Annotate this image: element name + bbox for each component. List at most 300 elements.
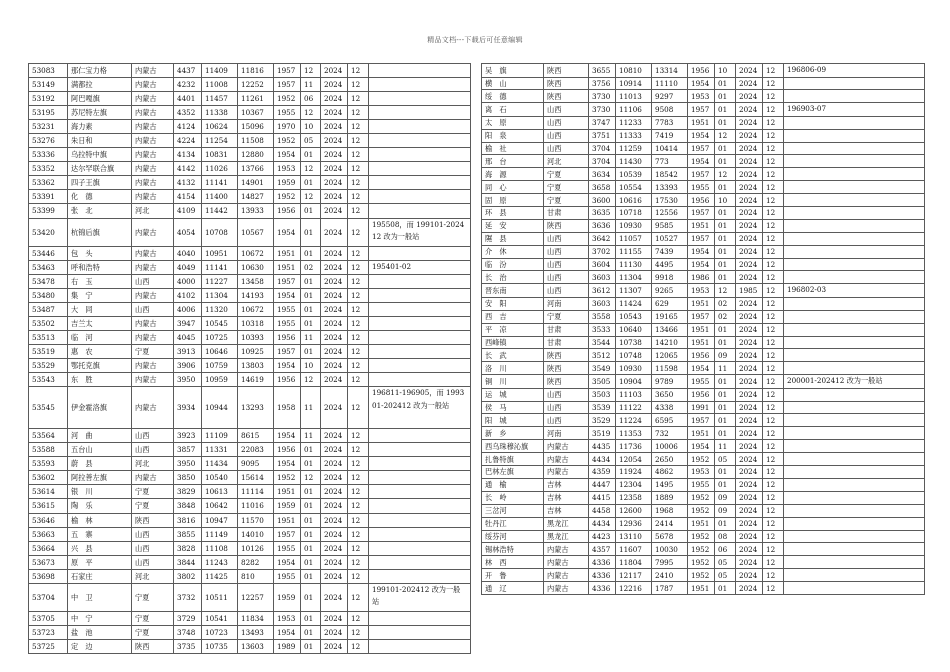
- cell-start-year: 1957: [688, 310, 715, 323]
- cell-start-year: 1954: [688, 440, 715, 453]
- cell-longitude: 10944: [202, 387, 238, 429]
- table-row: [482, 181, 925, 194]
- cell-end-month: 12: [763, 466, 784, 479]
- cell-end-year: 2024: [736, 582, 763, 595]
- cell-province: 内蒙古: [132, 373, 174, 387]
- cell-station-name: 陶 乐: [68, 499, 132, 513]
- cell-note: [369, 64, 471, 78]
- table-row: [482, 556, 925, 569]
- cell-station-name: 铜 川: [482, 375, 544, 389]
- cell-note: [784, 414, 925, 427]
- cell-elevation: 3650: [652, 388, 688, 401]
- cell-station-name: 满都拉: [68, 78, 132, 92]
- cell-end-month: 12: [763, 116, 784, 129]
- table-row: [482, 388, 925, 401]
- table-row: [29, 358, 471, 372]
- cell-station-name: 牡丹江: [482, 517, 544, 530]
- table-row: [29, 106, 471, 120]
- cell-elevation: 5678: [652, 530, 688, 543]
- cell-end-month: 12: [348, 64, 369, 78]
- cell-latitude: 3748: [174, 625, 202, 639]
- cell-station-name: 达尔罕联合旗: [68, 162, 132, 176]
- cell-note: [784, 543, 925, 556]
- cell-start-year: 1956: [688, 388, 715, 401]
- cell-note: [784, 219, 925, 232]
- cell-station-name: 鄂托克旗: [68, 358, 132, 372]
- table-row: [482, 310, 925, 323]
- cell-latitude: 4054: [174, 218, 202, 246]
- cell-note: [369, 288, 471, 302]
- cell-longitude: 10810: [616, 64, 652, 78]
- cell-start-year: 1957: [688, 414, 715, 427]
- table-row: [482, 569, 925, 582]
- cell-longitude: 11106: [616, 103, 652, 117]
- cell-province: 河南: [544, 297, 589, 310]
- cell-end-year: 2024: [736, 245, 763, 258]
- cell-start-month: 05: [715, 569, 736, 582]
- cell-province: 陕西: [132, 513, 174, 527]
- cell-note: [784, 181, 925, 194]
- cell-latitude: 4142: [174, 162, 202, 176]
- cell-start-month: 10: [301, 358, 321, 372]
- cell-start-year: 1959: [274, 499, 301, 513]
- cell-latitude: 3503: [589, 388, 616, 401]
- cell-note: [784, 155, 925, 168]
- cell-start-month: 01: [715, 245, 736, 258]
- cell-end-year: 2024: [321, 204, 348, 218]
- table-row: [29, 344, 471, 358]
- cell-station-name: 大 同: [68, 302, 132, 316]
- cell-end-year: 2024: [736, 142, 763, 155]
- cell-end-year: 2024: [736, 504, 763, 517]
- cell-latitude: 4423: [589, 530, 616, 543]
- table-row: [29, 527, 471, 541]
- table-row: [29, 176, 471, 190]
- cell-province: 陕西: [544, 77, 589, 90]
- cell-start-month: 11: [301, 78, 321, 92]
- cell-latitude: 3934: [174, 387, 202, 429]
- cell-province: 内蒙古: [132, 120, 174, 134]
- cell-longitude: 11141: [202, 176, 238, 190]
- cell-longitude: 10748: [616, 349, 652, 362]
- cell-start-month: 05: [715, 453, 736, 466]
- cell-station-id: 53391: [29, 190, 68, 204]
- cell-elevation: 11261: [238, 92, 274, 106]
- cell-start-year: 1951: [688, 323, 715, 336]
- cell-end-year: 2024: [736, 181, 763, 194]
- cell-station-name: 吴 旗: [482, 64, 544, 78]
- cell-longitude: 11233: [616, 116, 652, 129]
- cell-end-month: 12: [763, 219, 784, 232]
- cell-station-name: 侯 马: [482, 401, 544, 414]
- cell-station-name: 三岔河: [482, 504, 544, 517]
- cell-elevation: 11598: [652, 362, 688, 375]
- cell-start-year: 1957: [688, 168, 715, 181]
- cell-end-month: 12: [348, 583, 369, 611]
- cell-note: [784, 90, 925, 103]
- cell-start-year: 1954: [688, 129, 715, 142]
- cell-start-month: 01: [715, 478, 736, 491]
- cell-start-year: 1954: [274, 457, 301, 471]
- cell-end-year: 2024: [321, 176, 348, 190]
- cell-end-month: 12: [763, 103, 784, 117]
- table-row: [29, 541, 471, 555]
- cell-note: [784, 517, 925, 530]
- cell-start-month: 02: [715, 310, 736, 323]
- cell-longitude: 10831: [202, 148, 238, 162]
- cell-station-name: 离 石: [482, 103, 544, 117]
- cell-start-year: 1952: [274, 134, 301, 148]
- cell-start-month: 01: [715, 401, 736, 414]
- cell-end-month: 12: [348, 148, 369, 162]
- cell-elevation: 13393: [652, 181, 688, 194]
- cell-province: 内蒙古: [132, 260, 174, 274]
- cell-end-month: 12: [763, 181, 784, 194]
- cell-station-name: 惠 农: [68, 344, 132, 358]
- cell-latitude: 4359: [589, 466, 616, 479]
- cell-end-year: 2024: [321, 457, 348, 471]
- cell-end-month: 12: [763, 388, 784, 401]
- cell-end-year: 2024: [736, 453, 763, 466]
- cell-end-year: 2024: [736, 116, 763, 129]
- cell-station-name: 延 安: [482, 219, 544, 232]
- cell-latitude: 3505: [589, 375, 616, 389]
- cell-elevation: 15096: [238, 120, 274, 134]
- table-row: [29, 120, 471, 134]
- cell-station-id: 53478: [29, 274, 68, 288]
- cell-start-year: 1952: [688, 569, 715, 582]
- cell-note: [784, 168, 925, 181]
- cell-province: 山西: [544, 401, 589, 414]
- cell-start-month: 12: [301, 373, 321, 387]
- cell-station-name: 邢 台: [482, 155, 544, 168]
- cell-province: 山西: [544, 284, 589, 298]
- cell-elevation: 732: [652, 427, 688, 440]
- cell-start-month: 05: [301, 134, 321, 148]
- cell-elevation: 10527: [652, 232, 688, 245]
- cell-station-id: 53513: [29, 330, 68, 344]
- cell-latitude: 4109: [174, 204, 202, 218]
- cell-province: 山西: [544, 271, 589, 284]
- cell-end-month: 12: [763, 453, 784, 466]
- cell-station-name: 右 玉: [68, 274, 132, 288]
- cell-station-id: 53399: [29, 204, 68, 218]
- cell-station-id: 53543: [29, 373, 68, 387]
- cell-end-month: 12: [348, 429, 369, 443]
- cell-end-year: 2024: [321, 120, 348, 134]
- cell-end-month: 12: [348, 134, 369, 148]
- table-row: [29, 64, 471, 78]
- cell-end-year: 2024: [736, 155, 763, 168]
- cell-start-year: 1957: [688, 232, 715, 245]
- cell-start-year: 1951: [274, 246, 301, 260]
- table-row: [482, 297, 925, 310]
- cell-latitude: 4102: [174, 288, 202, 302]
- cell-elevation: 10414: [652, 142, 688, 155]
- cell-end-month: 12: [763, 284, 784, 298]
- cell-start-month: 01: [715, 116, 736, 129]
- cell-start-month: 01: [301, 302, 321, 316]
- cell-end-month: 12: [763, 491, 784, 504]
- cell-end-month: 12: [348, 611, 369, 625]
- cell-elevation: 13466: [652, 323, 688, 336]
- cell-start-month: 01: [715, 258, 736, 271]
- cell-station-name: 运 城: [482, 388, 544, 401]
- cell-station-id: 53502: [29, 316, 68, 330]
- cell-province: 宁夏: [544, 181, 589, 194]
- cell-longitude: 11008: [202, 78, 238, 92]
- cell-end-year: 2024: [736, 440, 763, 453]
- table-row: [29, 330, 471, 344]
- cell-start-month: 01: [301, 611, 321, 625]
- cell-longitude: 11333: [616, 129, 652, 142]
- cell-longitude: 11924: [616, 466, 652, 479]
- cell-end-year: 2024: [321, 429, 348, 443]
- page-header: 精品文档---下载后可任意编辑: [427, 36, 523, 44]
- cell-end-year: 2024: [321, 471, 348, 485]
- cell-elevation: 10006: [652, 440, 688, 453]
- cell-start-year: 1952: [688, 453, 715, 466]
- table-row: [482, 323, 925, 336]
- cell-station-name: 阿拉善左旗: [68, 471, 132, 485]
- cell-start-month: 01: [301, 569, 321, 583]
- cell-latitude: 4434: [589, 453, 616, 466]
- cell-station-name: 原 平: [68, 555, 132, 569]
- cell-station-name: 阳 泉: [482, 129, 544, 142]
- cell-start-month: 11: [301, 330, 321, 344]
- cell-elevation: 18542: [652, 168, 688, 181]
- cell-end-month: 12: [763, 232, 784, 245]
- cell-station-id: 53529: [29, 358, 68, 372]
- cell-latitude: 4132: [174, 176, 202, 190]
- cell-start-month: 01: [715, 323, 736, 336]
- cell-latitude: 4415: [589, 491, 616, 504]
- cell-station-id: 53192: [29, 92, 68, 106]
- cell-longitude: 10735: [202, 639, 238, 653]
- cell-end-month: 12: [763, 168, 784, 181]
- cell-start-month: 01: [715, 142, 736, 155]
- cell-longitude: 11141: [202, 260, 238, 274]
- cell-elevation: 10672: [238, 302, 274, 316]
- table-row: [29, 134, 471, 148]
- cell-latitude: 4458: [589, 504, 616, 517]
- cell-province: 内蒙古: [544, 582, 589, 595]
- cell-start-month: 01: [715, 232, 736, 245]
- cell-station-id: 53231: [29, 120, 68, 134]
- cell-end-year: 2024: [321, 344, 348, 358]
- cell-end-year: 2024: [736, 336, 763, 349]
- cell-station-id: 53336: [29, 148, 68, 162]
- cell-elevation: 9789: [652, 375, 688, 389]
- cell-station-id: 53698: [29, 569, 68, 583]
- cell-station-name: 定 边: [68, 639, 132, 653]
- table-row: [29, 246, 471, 260]
- cell-longitude: 11155: [616, 245, 652, 258]
- cell-province: 内蒙古: [132, 64, 174, 78]
- cell-start-month: 01: [301, 316, 321, 330]
- cell-end-month: 12: [763, 517, 784, 530]
- cell-longitude: 10616: [616, 194, 652, 207]
- cell-latitude: 3729: [174, 611, 202, 625]
- cell-end-year: 2024: [736, 77, 763, 90]
- table-row: [482, 284, 925, 298]
- cell-latitude: 4336: [589, 569, 616, 582]
- cell-note: 199101-202412 改为一般站: [369, 583, 471, 611]
- cell-elevation: 14193: [238, 288, 274, 302]
- cell-start-year: 1955: [688, 181, 715, 194]
- cell-longitude: 11320: [202, 302, 238, 316]
- cell-station-name: 安 阳: [482, 297, 544, 310]
- cell-province: 山西: [544, 129, 589, 142]
- cell-longitude: 11409: [202, 64, 238, 78]
- cell-start-month: 01: [715, 582, 736, 595]
- cell-province: 河北: [544, 155, 589, 168]
- cell-note: [784, 388, 925, 401]
- cell-end-month: 12: [348, 92, 369, 106]
- cell-end-year: 2024: [736, 129, 763, 142]
- cell-elevation: 13493: [238, 625, 274, 639]
- cell-start-year: 1955: [274, 569, 301, 583]
- table-row: [29, 190, 471, 204]
- cell-station-id: 53352: [29, 162, 68, 176]
- cell-end-month: 12: [763, 543, 784, 556]
- cell-start-month: 10: [715, 194, 736, 207]
- cell-station-name: 同 心: [482, 181, 544, 194]
- cell-province: 陕西: [544, 349, 589, 362]
- cell-province: 山西: [544, 245, 589, 258]
- cell-note: [369, 148, 471, 162]
- table-row: [482, 142, 925, 155]
- cell-start-month: 01: [301, 639, 321, 653]
- cell-station-id: 53149: [29, 78, 68, 92]
- cell-latitude: 3603: [589, 297, 616, 310]
- cell-start-month: 02: [301, 260, 321, 274]
- cell-note: [784, 245, 925, 258]
- cell-note: [369, 429, 471, 443]
- cell-start-year: 1959: [274, 583, 301, 611]
- cell-end-year: 2024: [736, 258, 763, 271]
- cell-start-month: 01: [715, 466, 736, 479]
- table-row: [29, 218, 471, 246]
- cell-start-year: 1955: [274, 106, 301, 120]
- cell-note: [369, 78, 471, 92]
- cell-station-id: 53602: [29, 471, 68, 485]
- cell-station-name: 中 卫: [68, 583, 132, 611]
- cell-elevation: 1495: [652, 478, 688, 491]
- cell-longitude: 10951: [202, 246, 238, 260]
- cell-latitude: 4435: [589, 440, 616, 453]
- table-row: [482, 77, 925, 90]
- cell-start-month: 06: [715, 543, 736, 556]
- cell-end-year: 2024: [736, 375, 763, 389]
- cell-end-month: 12: [763, 129, 784, 142]
- cell-start-month: 12: [301, 471, 321, 485]
- cell-elevation: 10567: [238, 218, 274, 246]
- cell-start-year: 1952: [274, 471, 301, 485]
- cell-station-name: 苏尼特左旗: [68, 106, 132, 120]
- cell-province: 内蒙古: [132, 78, 174, 92]
- cell-longitude: 11307: [616, 284, 652, 298]
- cell-end-year: 2024: [321, 358, 348, 372]
- table-row: [482, 543, 925, 556]
- cell-start-year: 1952: [688, 556, 715, 569]
- cell-latitude: 3519: [589, 427, 616, 440]
- table-row: [29, 316, 471, 330]
- cell-end-month: 12: [763, 271, 784, 284]
- cell-latitude: 4437: [174, 64, 202, 78]
- cell-province: 甘肃: [544, 336, 589, 349]
- cell-end-month: 12: [348, 485, 369, 499]
- table-row: [482, 219, 925, 232]
- cell-province: 内蒙古: [132, 387, 174, 429]
- cell-start-year: 1957: [274, 527, 301, 541]
- cell-province: 山西: [544, 103, 589, 117]
- cell-start-year: 1989: [274, 639, 301, 653]
- table-row: [29, 204, 471, 218]
- cell-longitude: 10930: [616, 219, 652, 232]
- cell-longitude: 10904: [616, 375, 652, 389]
- cell-start-month: 01: [301, 625, 321, 639]
- cell-longitude: 10959: [202, 373, 238, 387]
- cell-station-name: 榆 林: [68, 513, 132, 527]
- cell-elevation: 22083: [238, 443, 274, 457]
- cell-start-month: 01: [301, 288, 321, 302]
- cell-start-month: 09: [715, 491, 736, 504]
- cell-start-year: 1970: [274, 120, 301, 134]
- cell-start-month: 01: [715, 90, 736, 103]
- table-row: [482, 414, 925, 427]
- cell-start-month: 12: [715, 129, 736, 142]
- cell-end-month: 12: [763, 77, 784, 90]
- cell-station-name: 四子王旗: [68, 176, 132, 190]
- cell-note: [784, 142, 925, 155]
- cell-latitude: 3844: [174, 555, 202, 569]
- cell-station-name: 伊金霍洛旗: [68, 387, 132, 429]
- table-row: [482, 129, 925, 142]
- cell-elevation: 9508: [652, 103, 688, 117]
- cell-note: [369, 457, 471, 471]
- cell-end-month: 12: [348, 316, 369, 330]
- cell-latitude: 3558: [589, 310, 616, 323]
- cell-end-month: 12: [763, 258, 784, 271]
- cell-longitude: 10613: [202, 485, 238, 499]
- cell-latitude: 3702: [589, 245, 616, 258]
- cell-latitude: 4040: [174, 246, 202, 260]
- cell-start-month: 01: [715, 219, 736, 232]
- cell-note: [784, 77, 925, 90]
- station-table-right: [481, 63, 925, 595]
- cell-note: [784, 478, 925, 491]
- cell-note: [369, 527, 471, 541]
- table-row: [29, 555, 471, 569]
- cell-note: [369, 162, 471, 176]
- cell-end-year: 2024: [321, 148, 348, 162]
- cell-latitude: 4352: [174, 106, 202, 120]
- cell-latitude: 3658: [589, 181, 616, 194]
- cell-end-year: 2024: [321, 583, 348, 611]
- cell-station-name: 海 源: [482, 168, 544, 181]
- table-row: [29, 611, 471, 625]
- cell-station-name: 西 吉: [482, 310, 544, 323]
- table-row: [29, 387, 471, 429]
- cell-elevation: 10672: [238, 246, 274, 260]
- cell-station-id: 53664: [29, 541, 68, 555]
- cell-start-year: 1956: [274, 443, 301, 457]
- cell-elevation: 1889: [652, 491, 688, 504]
- cell-station-name: 兴 县: [68, 541, 132, 555]
- cell-start-year: 1954: [688, 258, 715, 271]
- cell-elevation: 12880: [238, 148, 274, 162]
